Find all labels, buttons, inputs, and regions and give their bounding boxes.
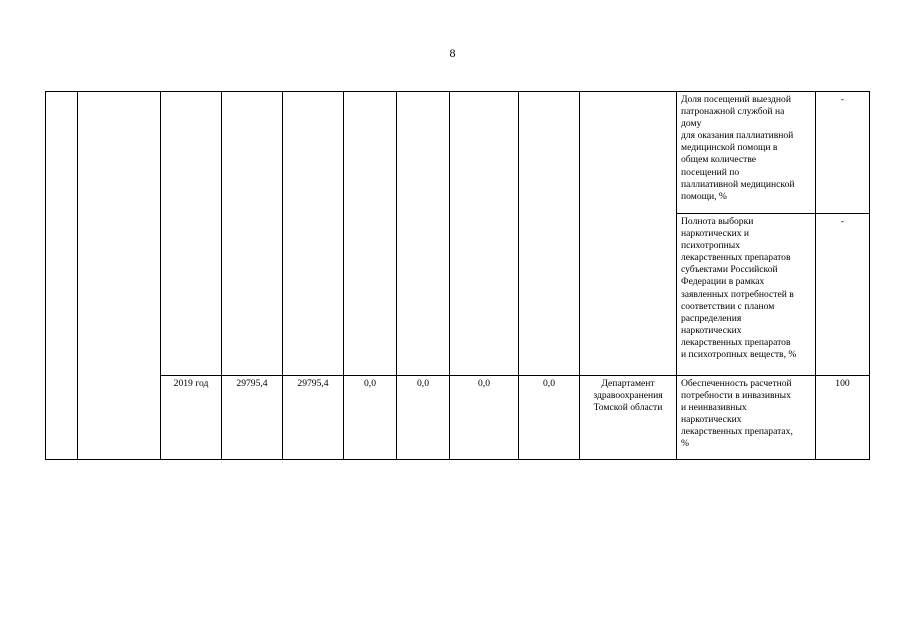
regional-budget-cell: 29795,4	[283, 376, 344, 460]
cell-fund-4	[519, 92, 580, 376]
page-number: 8	[449, 46, 456, 60]
indicator-value: -	[816, 214, 870, 376]
table-row	[46, 376, 870, 460]
cell-event	[78, 92, 161, 460]
indicator-cell: Обеспеченность расчетной потребности в инвазивных и неинвазивных наркотических лекарственных препаратах, %	[677, 376, 816, 460]
indicator-cell: Доля посещений выездной патронажной службой на дому для оказания паллиативной медицинской помощи в общем количестве посещений по паллиативной медицинской помощи, %	[677, 92, 816, 214]
fund-cell-2: 0,0	[397, 376, 450, 460]
indicator-value: -	[816, 92, 870, 214]
total-cell: 29795,4	[222, 376, 283, 460]
indicator-cell: Полнота выборки наркотических и психотропных лекарственных препаратов субъектами Российской Федерации в рамках заявленных потребностей в соответствии с планом распределения наркотических лекарственных препаратов и психотропных веществ, %	[677, 214, 816, 376]
fund-cell-3: 0,0	[450, 376, 519, 460]
table-row	[46, 92, 870, 214]
indicator-value: 100	[816, 376, 870, 460]
responsible-cell: Департамент здравоохранения Томской области	[580, 376, 677, 460]
program-table	[45, 91, 870, 460]
cell-fund-3	[450, 92, 519, 376]
cell-total	[222, 92, 283, 376]
cell-number	[46, 92, 78, 460]
fund-cell-4: 0,0	[519, 376, 580, 460]
cell-year	[161, 92, 222, 376]
year-cell: 2019 год	[161, 376, 222, 460]
cell-fund-1	[344, 92, 397, 376]
fund-cell-1: 0,0	[344, 376, 397, 460]
cell-regional	[283, 92, 344, 376]
cell-responsible	[580, 92, 677, 376]
cell-fund-2	[397, 92, 450, 376]
